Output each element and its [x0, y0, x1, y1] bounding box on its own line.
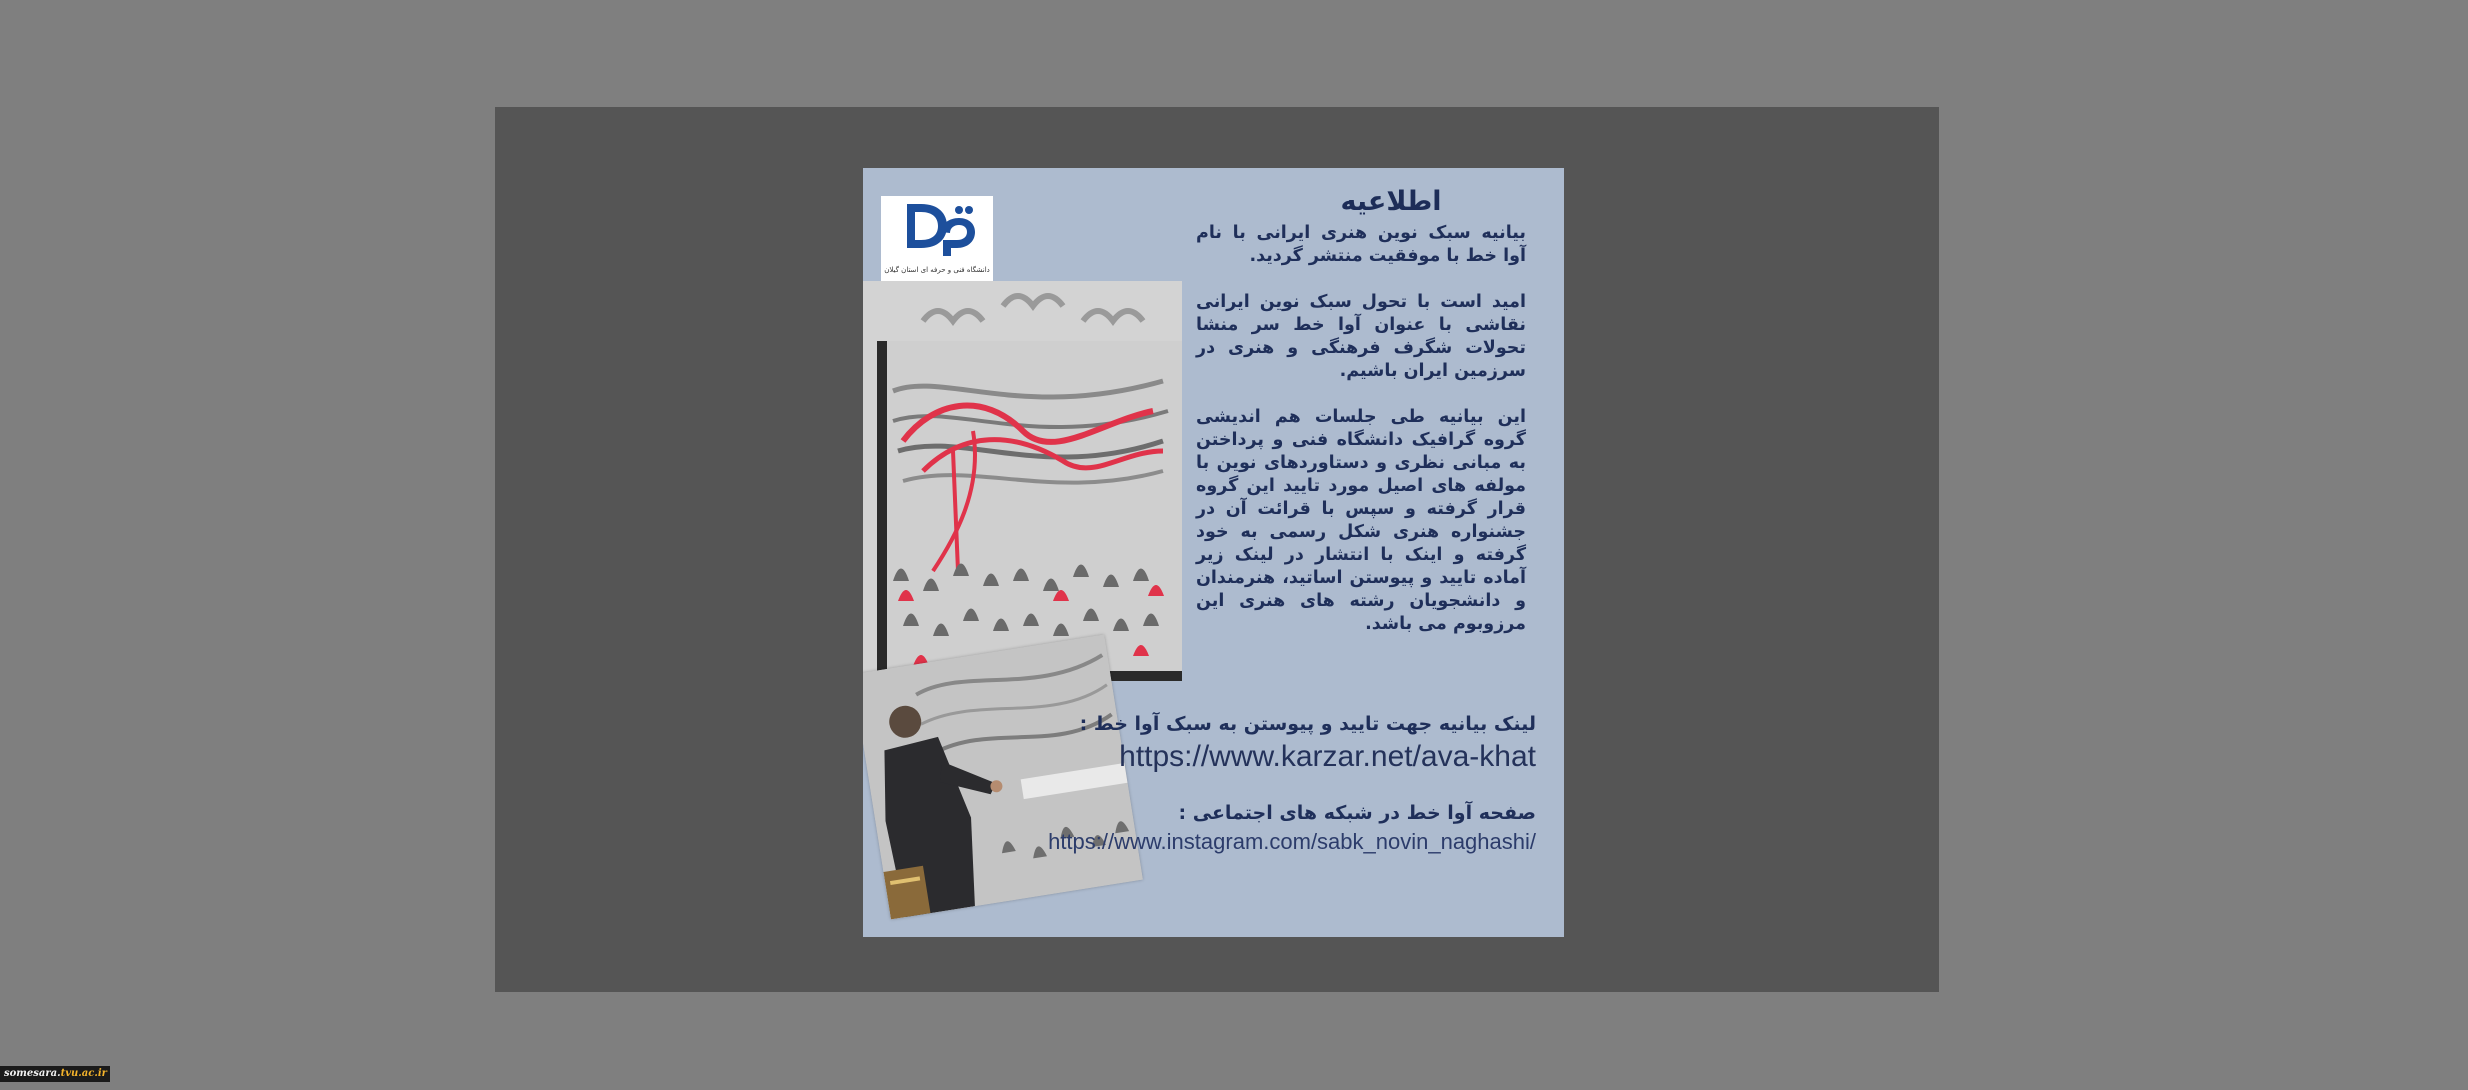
- calligraphy-painting-photo: [863, 281, 1182, 681]
- paragraph-2: امید است با تحول سبک نوین ایرانی نقاشی با عنوان آوا خط سر منشا تحولات شگرف فرهنگی و هنری در سرزمین ایران باشیم.: [1196, 292, 1526, 381]
- petition-link[interactable]: https://www.karzar.net/ava-khat: [1119, 740, 1536, 773]
- social-link-label: صفحه آوا خط در شبکه های اجتماعی :: [1178, 802, 1536, 824]
- paragraph-1: بیانیه سبک نوین هنری ایرانی با نام آوا خط با موفقیت منتشر گردید.: [1196, 223, 1526, 266]
- petition-link-label: لینک بیانیه جهت تایید و پیوستن به سبک آوا خط :: [1079, 713, 1536, 735]
- university-logo-icon: [881, 196, 993, 282]
- announcement-text: [1196, 182, 1526, 636]
- artist-painting-photo: [863, 635, 1143, 920]
- paragraph-3: این بیانیه طی جلسات هم اندیشی گروه گرافیک دانشگاه فنی و پرداختن به مبانی نظری و دستاوردهای نوین با مولفه های اصیل مورد تایید این گروه قرار گرفته و سپس با قرائت آن در جشنواره هنری شکل رسمی به خود گرفته و اینک با انتشار در لینک زیر آماده تایید و پیوستن اساتید، هنرمندان و دانشجویان رشته های هنری این مرزوبوم می باشد.: [1196, 407, 1526, 634]
- instagram-link[interactable]: https://www.instagram.com/sabk_novin_naghashi/: [1048, 829, 1536, 854]
- site-badge-domain: tvu.ac.ir: [60, 1068, 107, 1079]
- announcement-poster: [863, 168, 1564, 937]
- site-badge[interactable]: [0, 1066, 110, 1082]
- announcement-title: اطلاعیه: [1340, 186, 1442, 217]
- image-lightbox: [495, 107, 1939, 992]
- university-logo: [881, 196, 993, 282]
- site-badge-main: somesara.: [4, 1068, 61, 1079]
- logo-caption: دانشگاه فنی و حرفه ای استان گیلان: [884, 266, 990, 274]
